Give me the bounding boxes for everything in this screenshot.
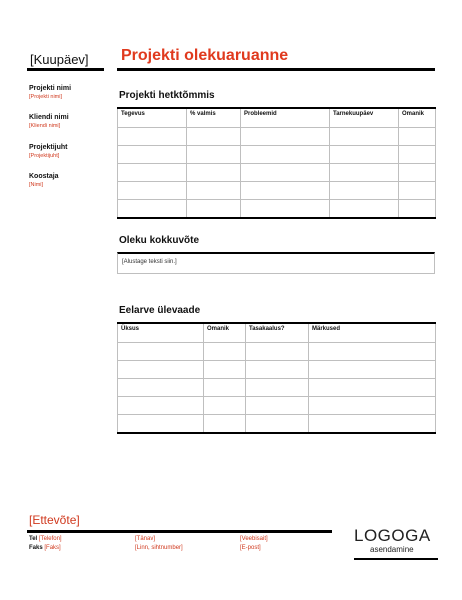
table-cell[interactable] (118, 361, 204, 379)
fax-label: Faks (29, 545, 43, 551)
table-cell[interactable] (241, 200, 330, 219)
table-cell[interactable] (246, 379, 309, 397)
date-divider (27, 68, 104, 71)
table-row (118, 397, 436, 415)
tel-label: Tel (29, 536, 38, 542)
table-row (118, 379, 436, 397)
column-header: Omanik (399, 108, 436, 128)
sidebar-item-value[interactable]: [Nimi] (29, 182, 44, 188)
snapshot-heading: Projekti hetktõmmis (119, 90, 215, 101)
budget-heading: Eelarve ülevaade (119, 305, 201, 316)
city-value[interactable]: [Linn, sihtnumber] (135, 545, 183, 551)
column-header: Üksus (118, 323, 204, 343)
table-cell[interactable] (204, 343, 246, 361)
table-cell[interactable] (309, 415, 436, 434)
table-cell[interactable] (330, 146, 399, 164)
table-cell[interactable] (246, 343, 309, 361)
table-cell[interactable] (399, 182, 436, 200)
sidebar-item-label: Projektijuht (29, 144, 68, 151)
table-row (118, 164, 436, 182)
table-cell[interactable] (118, 379, 204, 397)
sidebar-item-label: Koostaja (29, 173, 59, 180)
email-value[interactable]: [E-post] (240, 545, 261, 551)
table-cell[interactable] (246, 397, 309, 415)
table-cell[interactable] (118, 164, 187, 182)
table-cell[interactable] (118, 200, 187, 219)
table-cell[interactable] (309, 397, 436, 415)
table-cell[interactable] (330, 164, 399, 182)
table-cell[interactable] (187, 128, 241, 146)
table-row (118, 200, 436, 219)
column-header: Omanik (204, 323, 246, 343)
page-title[interactable]: Projekti olekuaruanne (121, 47, 289, 64)
table-cell[interactable] (204, 361, 246, 379)
table-cell[interactable] (399, 200, 436, 219)
table-row (118, 415, 436, 434)
table-cell[interactable] (241, 146, 330, 164)
sidebar-item-client-name (29, 113, 109, 130)
table-cell[interactable] (399, 146, 436, 164)
budget-table (117, 322, 436, 434)
column-header: Tasakaalus? (246, 323, 309, 343)
budget-body (118, 343, 436, 434)
table-header-row (118, 323, 436, 343)
sidebar-item-value[interactable]: [Projekti nimi] (29, 94, 63, 100)
sidebar-item-project-manager (29, 143, 109, 160)
table-cell[interactable] (399, 128, 436, 146)
logo-placeholder[interactable]: LOGOGA (354, 526, 431, 545)
table-cell[interactable] (330, 182, 399, 200)
company-name[interactable]: [Ettevõte] (29, 513, 80, 527)
table-row (118, 128, 436, 146)
summary-text-box[interactable] (117, 252, 435, 274)
table-cell[interactable] (118, 415, 204, 434)
table-row (118, 146, 436, 164)
table-cell[interactable] (204, 379, 246, 397)
footer-contact (29, 535, 129, 553)
sidebar-item-author (29, 172, 109, 189)
table-cell[interactable] (309, 379, 436, 397)
table-cell[interactable] (246, 361, 309, 379)
table-cell[interactable] (204, 397, 246, 415)
website-value[interactable]: [Veebisait] (240, 536, 268, 542)
column-header: Tegevus (118, 108, 187, 128)
sidebar-item-label: Projekti nimi (29, 85, 72, 92)
table-cell[interactable] (241, 182, 330, 200)
logo-subtitle: asendamine (370, 545, 414, 554)
snapshot-table (117, 107, 436, 219)
table-cell[interactable] (330, 128, 399, 146)
table-cell[interactable] (309, 343, 436, 361)
column-header: Tarnekuupäev (330, 108, 399, 128)
sidebar-item-label: Kliendi nimi (29, 114, 69, 121)
table-row (118, 343, 436, 361)
street-value[interactable]: [Tänav] (135, 536, 156, 542)
footer-divider (27, 530, 332, 533)
table-cell[interactable] (246, 415, 309, 434)
sidebar-item-value[interactable]: [Kliendi nimi] (29, 123, 61, 129)
sidebar-item-project-name (29, 84, 109, 101)
table-cell[interactable] (118, 146, 187, 164)
table-cell[interactable] (118, 182, 187, 200)
column-header: % valmis (187, 108, 241, 128)
table-cell[interactable] (118, 397, 204, 415)
tel-value[interactable]: [Telefon] (38, 536, 62, 542)
table-cell[interactable] (187, 146, 241, 164)
title-divider (117, 68, 435, 71)
logo-divider (354, 558, 438, 560)
table-cell[interactable] (204, 415, 246, 434)
table-cell[interactable] (309, 361, 436, 379)
table-cell[interactable] (330, 200, 399, 219)
table-header-row (118, 108, 436, 128)
footer-address (135, 535, 235, 553)
table-row (118, 182, 436, 200)
column-header: Probleemid (241, 108, 330, 128)
table-cell[interactable] (118, 128, 187, 146)
table-row (118, 361, 436, 379)
table-cell[interactable] (118, 343, 204, 361)
table-cell[interactable] (241, 164, 330, 182)
table-cell[interactable] (187, 200, 241, 219)
sidebar-item-value[interactable]: [Projektijuht] (29, 153, 60, 159)
summary-heading: Oleku kokkuvõte (119, 235, 200, 246)
date-placeholder[interactable]: [Kuupäev] (30, 52, 89, 67)
footer-web (240, 535, 330, 553)
snapshot-body (118, 128, 436, 219)
table-cell[interactable] (399, 164, 436, 182)
table-cell[interactable] (187, 164, 241, 182)
summary-placeholder[interactable]: [Alustage teksti siin.] (122, 259, 177, 265)
table-cell[interactable] (187, 182, 241, 200)
table-cell[interactable] (241, 128, 330, 146)
column-header: Märkused (309, 323, 436, 343)
fax-value[interactable]: [Faks] (44, 545, 61, 551)
